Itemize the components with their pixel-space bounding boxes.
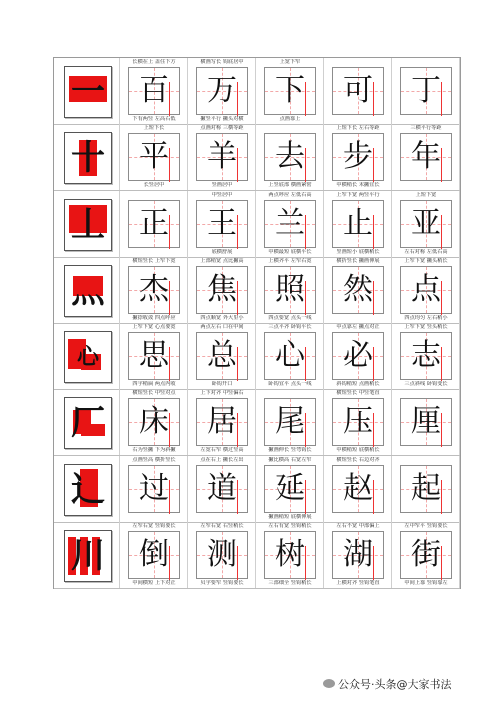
tian-grid-box (332, 465, 384, 513)
stroke-key-glyph: 辶 (71, 469, 105, 510)
tian-grid-box (400, 200, 452, 248)
red-annotation-line (237, 281, 243, 315)
tip-bottom: 撇画伸长 竖弯钩长 (268, 447, 312, 454)
red-annotation-line (237, 148, 243, 182)
character-cell (188, 257, 256, 323)
model-character: 床 (139, 404, 169, 440)
tip-bottom: 上横对齐 竖钩笔直 (336, 579, 380, 586)
red-annotation-line (237, 413, 243, 447)
tip-top: 左窄右宽 竖钩要长 (132, 522, 176, 529)
stroke-key-cell (54, 191, 120, 257)
character-cell (324, 456, 392, 522)
tip-bottom: 底横舒展 (211, 248, 233, 255)
tian-grid-box (400, 133, 452, 181)
tip-top: 左中窄平 竖钩要长 (404, 522, 448, 529)
stroke-key-cell (54, 257, 120, 323)
red-annotation-line (305, 546, 311, 580)
tip-bottom: 贝字要窄 竖钩要长 (200, 579, 244, 586)
red-annotation-line (169, 148, 175, 182)
tian-grid-box (400, 266, 452, 314)
tip-top: 两点呼应 左低右高 (268, 191, 312, 198)
model-character: 万 (207, 73, 237, 108)
character-cell (392, 522, 460, 588)
character-cell (256, 456, 324, 522)
tian-grid-box (400, 465, 452, 513)
tian-grid-box (264, 67, 316, 115)
stroke-key-cell (54, 456, 120, 522)
red-annotation-line (169, 215, 175, 249)
tian-grid-box (128, 531, 180, 579)
tip-bottom: 撇竖平行 撇头对横 (200, 116, 244, 122)
character-cell (324, 389, 392, 455)
tian-grid-box (400, 67, 452, 115)
red-annotation-line (169, 347, 175, 381)
character-cell (188, 456, 256, 522)
tian-grid-box (332, 332, 384, 380)
model-character: 湖 (343, 536, 373, 572)
model-character: 测 (207, 536, 237, 572)
tian-grid-box (196, 465, 248, 513)
red-annotation-line (305, 347, 311, 381)
character-cell (188, 323, 256, 389)
model-character: 百 (139, 73, 169, 108)
red-annotation-line (237, 82, 243, 116)
practice-row (54, 389, 460, 456)
character-cell (188, 389, 256, 455)
character-cell (256, 124, 324, 190)
character-cell (256, 257, 324, 323)
tian-grid-box (264, 398, 316, 446)
character-cell (120, 191, 188, 257)
tian-grid-box (400, 332, 452, 380)
tip-top: 左右有宽 竖钩稍长 (268, 522, 312, 529)
model-character: 尾 (275, 404, 305, 440)
tian-grid-box (128, 67, 180, 115)
tian-grid-box (264, 465, 316, 513)
red-annotation-line (373, 82, 379, 116)
model-character: 居 (207, 404, 237, 440)
red-annotation-line (305, 148, 311, 182)
tip-bottom: 中间横短 上下对正 (132, 579, 176, 586)
tip-bottom: 竖画短小 底横稍长 (336, 248, 380, 255)
character-cell (324, 257, 392, 323)
stroke-key-box (64, 265, 112, 317)
stroke-key-glyph: 心 (76, 344, 99, 370)
red-annotation-line (441, 347, 447, 381)
stroke-key-cell (54, 522, 120, 588)
model-character: 步 (343, 139, 373, 175)
stroke-key-cell (54, 389, 120, 455)
character-cell (324, 58, 392, 124)
character-cell (256, 191, 324, 257)
red-annotation-line (237, 546, 243, 580)
tip-top: 上短下宽 (415, 191, 437, 198)
tian-grid-box (128, 266, 180, 314)
red-annotation-line (169, 546, 175, 580)
red-annotation-line (373, 347, 379, 381)
tip-top: 上窄下宽 两竖平行 (336, 191, 380, 198)
tip-top: 横画写长 钩底居中 (200, 59, 244, 65)
model-character: 照 (275, 271, 305, 307)
red-annotation-line (441, 546, 447, 580)
model-character: 总 (207, 338, 237, 373)
model-character: 止 (343, 205, 373, 241)
tip-top: 上窄下宽 心点要宽 (132, 324, 176, 330)
character-cell (324, 323, 392, 389)
tip-bottom: 竖画居中 (211, 182, 233, 189)
character-cell (392, 257, 460, 323)
tip-top: 上下对齐 中竖偏右 (200, 390, 244, 397)
model-character: 起 (411, 470, 441, 506)
tip-bottom: 中横稍短 底横稍长 (336, 447, 380, 454)
red-annotation-line (169, 82, 175, 116)
model-character: 去 (275, 139, 305, 175)
tian-grid-box (332, 398, 384, 446)
tian-grid-box (264, 133, 316, 181)
model-character: 杰 (139, 271, 169, 307)
tian-grid-box (128, 133, 180, 181)
red-annotation-line (305, 480, 311, 514)
model-character: 兰 (275, 205, 305, 241)
tian-grid-box (128, 200, 180, 248)
stroke-key-box (64, 132, 112, 184)
character-cell (392, 456, 460, 522)
character-cell (324, 124, 392, 190)
model-character: 羊 (207, 139, 237, 175)
tip-top: 长横在上 盖住下方 (132, 59, 176, 65)
tian-grid-box (128, 465, 180, 513)
stroke-key-box (64, 397, 112, 449)
stroke-key-glyph: 丄 (71, 204, 105, 245)
model-character: 厘 (411, 404, 441, 440)
red-annotation-line (373, 413, 379, 447)
tip-top: 撇比横高 右宽左窄 (268, 456, 312, 463)
model-character: 正 (139, 205, 169, 241)
character-cell (188, 58, 256, 124)
tian-grid-box (196, 67, 248, 115)
character-cell (256, 522, 324, 588)
tian-grid-box (264, 332, 316, 380)
character-cell (120, 124, 188, 190)
tian-grid-box (264, 266, 316, 314)
red-annotation-line (305, 82, 311, 116)
model-character: 延 (275, 470, 305, 506)
tip-bottom: 三点斜线 卧钩变长 (404, 381, 448, 387)
character-cell (392, 124, 460, 190)
red-annotation-line (237, 215, 243, 249)
tip-bottom: 中间上靠 竖钩靠左 (404, 579, 448, 586)
red-annotation-line (441, 413, 447, 447)
tip-top: 两点左右 口在中间 (200, 324, 244, 330)
tip-bottom: 左右对称 左低右高 (404, 248, 448, 255)
stroke-key-cell (54, 58, 120, 124)
stroke-key-cell (54, 323, 120, 389)
practice-row (54, 191, 460, 258)
tip-bottom: 卧钩宜平 点头一线 (268, 381, 312, 387)
tip-bottom: 四点要宽 点头一线 (268, 314, 312, 321)
tip-top: 横短竖长 中竖对点 (132, 390, 176, 397)
tip-top: 左窄右宽 右竖稍长 (200, 522, 244, 529)
red-annotation-line (237, 347, 243, 381)
practice-row (54, 58, 460, 125)
tip-top: 上窄下宽 撇头稍长 (404, 257, 448, 264)
model-character: 志 (411, 338, 441, 373)
stroke-key-glyph: 厂 (71, 403, 105, 444)
model-character: 年 (411, 139, 441, 175)
tian-grid-box (196, 531, 248, 579)
tip-top: 上短下长 左右等距 (336, 125, 380, 132)
tian-grid-box (332, 200, 384, 248)
tip-top: 横短竖长 右边对齐 (336, 456, 380, 463)
red-annotation-line (169, 281, 175, 315)
tip-top: 左右不宽 中部偏上 (336, 522, 380, 529)
stroke-key-box (64, 331, 112, 383)
stroke-key-box (64, 199, 112, 251)
tip-bottom: 四字稍扁 两点内收 (132, 381, 176, 387)
character-cell (392, 58, 460, 124)
tian-grid-box (196, 200, 248, 248)
tip-bottom: 长竖居中 (143, 182, 165, 189)
tip-bottom: 右为竖撇 下为斜撇 (132, 447, 176, 454)
red-annotation-line (373, 215, 379, 249)
tip-bottom: 下有两竖 左高右低 (132, 116, 176, 122)
tip-top: 上宽下窄 (279, 59, 301, 65)
stroke-key-glyph: 一 (71, 72, 105, 112)
tip-top: 点在右上 撇长左出 (200, 456, 244, 463)
red-annotation-line (373, 480, 379, 514)
tip-bottom: 中横稍长 末撇宜长 (336, 182, 380, 189)
character-cell (188, 191, 256, 257)
model-character: 过 (139, 470, 169, 506)
tian-grid-box (400, 398, 452, 446)
character-cell (256, 58, 324, 124)
red-annotation-line (305, 215, 311, 249)
tip-top: 上部稍宽 点比撇高 (200, 257, 244, 264)
model-character: 点 (411, 271, 441, 307)
model-character: 平 (139, 139, 169, 175)
tian-grid-box (196, 133, 248, 181)
tian-grid-box (128, 332, 180, 380)
tip-top: 点画对称 三横等距 (200, 125, 244, 132)
red-annotation-line (441, 82, 447, 116)
tian-grid-box (264, 531, 316, 579)
character-cell (324, 522, 392, 588)
tian-grid-box (400, 531, 452, 579)
red-annotation-line (305, 413, 311, 447)
stroke-practice-sheet (53, 57, 461, 589)
tian-grid-box (332, 133, 384, 181)
tip-top: 点画竖高 横折竖长 (132, 456, 176, 463)
character-cell (324, 191, 392, 257)
tian-grid-box (128, 398, 180, 446)
character-cell (392, 191, 460, 257)
character-cell (392, 389, 460, 455)
model-character: 可 (343, 73, 373, 108)
stroke-key-box (64, 66, 112, 118)
tip-top: 上短下长 (143, 125, 165, 132)
red-annotation-line (373, 148, 379, 182)
red-annotation-line (373, 281, 379, 315)
model-character: 街 (411, 536, 441, 572)
character-cell (120, 456, 188, 522)
tip-bottom: 上竖底部 横画紧密 (268, 182, 312, 189)
tian-grid-box (196, 398, 248, 446)
model-character: 必 (343, 338, 373, 373)
model-character: 焦 (207, 271, 237, 307)
red-annotation-line (169, 413, 175, 447)
practice-row (54, 124, 460, 191)
tian-grid-box (196, 332, 248, 380)
character-cell (120, 257, 188, 323)
tian-grid-box (332, 266, 384, 314)
model-character: 亚 (411, 205, 441, 241)
tip-bottom: 撇画稍短 底横伸展 (268, 513, 312, 520)
red-annotation-line (441, 281, 447, 315)
model-character: 下 (275, 73, 305, 108)
tip-bottom: 卧钩开口 (211, 381, 233, 387)
model-character: 道 (207, 470, 237, 506)
tip-bottom: 三部细全 竖钩稍长 (268, 579, 312, 586)
character-cell (120, 389, 188, 455)
practice-row (54, 456, 460, 523)
character-cell (256, 323, 324, 389)
red-annotation-line (441, 480, 447, 514)
tip-top: 横短竖长 上窄下宽 (132, 257, 176, 264)
model-character: 压 (343, 404, 373, 440)
tian-grid-box (332, 531, 384, 579)
character-cell (120, 522, 188, 588)
tip-top: 三点平齐 卧钩平长 (268, 324, 312, 330)
stroke-key-glyph: 灬 (71, 270, 105, 311)
tip-top: 横折竖长 撇画伸展 (336, 257, 380, 264)
tian-grid-box (332, 67, 384, 115)
tian-grid-box (196, 266, 248, 314)
watermark: 公众号·头条@大家书法 (338, 678, 452, 691)
practice-row (54, 522, 460, 589)
tip-bottom: 点画靠上 (279, 116, 301, 122)
practice-row (54, 323, 460, 390)
tip-top: 中点靠左 撇点对正 (336, 324, 380, 330)
tip-bottom: 四点顺宽 外大里小 (200, 314, 244, 321)
model-character: 赵 (343, 470, 373, 506)
model-character: 心 (275, 338, 305, 373)
tip-bottom: 四点均匀 左右稍小 (404, 314, 448, 321)
model-character: 思 (139, 338, 169, 373)
tip-top: 上窄下宽 竖头稍长 (404, 324, 448, 330)
tian-grid-box (264, 200, 316, 248)
red-annotation-line (373, 546, 379, 580)
red-annotation-line (237, 480, 243, 514)
stroke-key-box (64, 530, 112, 582)
stroke-key-glyph: 十 (71, 138, 105, 179)
practice-row (54, 257, 460, 324)
character-cell (188, 522, 256, 588)
red-annotation-line (441, 148, 447, 182)
red-annotation-line (169, 480, 175, 514)
model-character: 树 (275, 536, 305, 572)
red-annotation-line (441, 215, 447, 249)
character-cell (256, 389, 324, 455)
character-cell (120, 323, 188, 389)
tip-bottom: 撇捺收敛 四点呼应 (132, 314, 176, 321)
character-cell (188, 124, 256, 190)
stroke-key-glyph: 川 (71, 535, 105, 576)
tip-bottom: 左宽右窄 横过竖高 (200, 447, 244, 454)
tip-top: 横短竖长 中竖笔直 (336, 390, 380, 397)
character-cell (392, 323, 460, 389)
red-annotation-line (305, 281, 311, 315)
model-character: 王 (207, 205, 237, 241)
stroke-key-cell (54, 124, 120, 190)
tip-bottom: 中横最短 底横平长 (268, 248, 312, 255)
model-character: 丁 (411, 73, 441, 108)
model-character: 倒 (139, 536, 169, 572)
tip-top: 三横平行等距 (410, 125, 442, 132)
tip-top: 上横齐平 左窄右宽 (268, 257, 312, 264)
tip-bottom: 斜钩稍短 点画稍长 (336, 381, 380, 387)
model-character: 然 (343, 271, 373, 307)
stroke-key-box (64, 464, 112, 516)
tip-top: 中竖居中 (211, 191, 233, 198)
character-cell (120, 58, 188, 124)
wechat-icon (323, 679, 335, 688)
